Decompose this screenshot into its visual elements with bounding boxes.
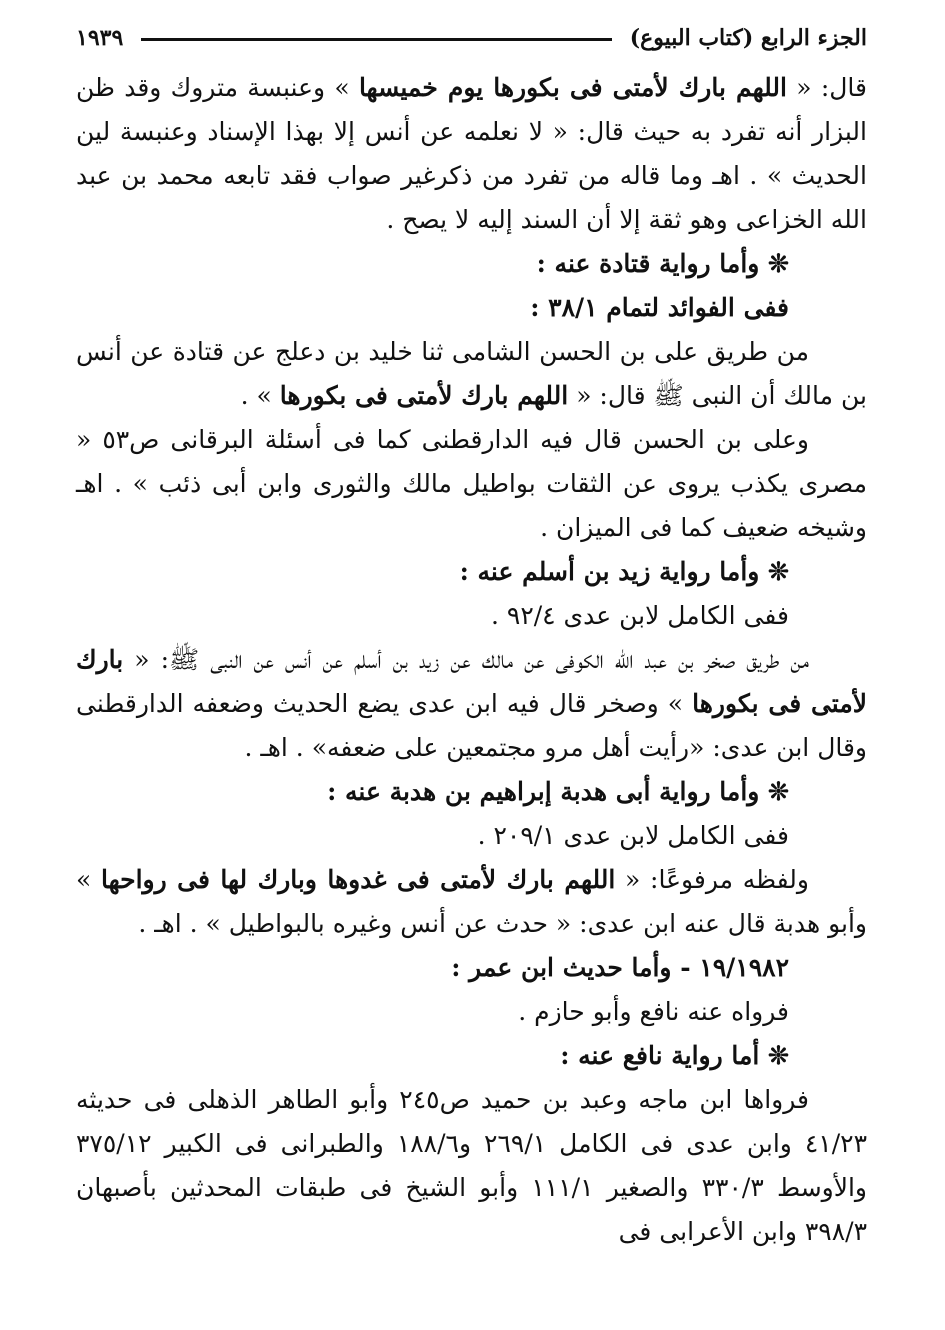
source-line-kamil-zayd: ففى الكامل لابن عدى ٩٢/٤ . bbox=[490, 601, 789, 630]
paragraph-6: فرواها ابن ماجه وعبد بن حميد ص٢٤٥ وأبو الطاهر الذهلى فى حديثه ٤١/٢٣ وابن عدى فى الكامل ٢٦٩/١ و١٨٨/٦ والطبرانى فى الكبير ٣٧٥/١٢ والأوسط ٣٣٠/٣ والصغير ١١١/١ وأبو الشيخ فى طبقات المحدثين بأصبهان ٣٩٨/٣ وابن الأعرابى فى bbox=[76, 1085, 867, 1246]
paragraph-1 bbox=[76, 66, 867, 242]
paragraph-2-start: من طريق على بن الحسن الشامى ثنا خليد بن دعلج عن قتادة عن أنس بن مالك أن النبى ﷺ قال: « bbox=[76, 337, 867, 410]
paragraph-5-end: » وأبو هدبة قال عنه ابن عدى: « حدث عن أنس وغيره بالبواطيل » . اهـ . bbox=[76, 865, 867, 938]
section-heading-abu-hudba: ❊ وأما رواية أبى هدبة إبراهيم بن هدبة عنه : bbox=[327, 777, 789, 806]
paragraph-5 bbox=[76, 858, 867, 946]
paragraph-1-quote: اللهم بارك لأمتى فى بكورها يوم خميسها bbox=[358, 73, 787, 102]
paragraph-5-start: ولفظه مرفوعًا: « bbox=[625, 865, 809, 894]
section-heading-nafi: ❊ أما رواية نافع عنه : bbox=[560, 1041, 789, 1070]
running-header bbox=[76, 20, 867, 56]
paragraph-1-start: قال: « bbox=[796, 73, 868, 102]
paragraph-1-end: » وعنبسة متروك وقد ظن البزار أنه تفرد به حيث قال: « لا نعلمه عن أنس إلا بهذا الإسناد وعنبسة لين الحديث » . اهـ وما قاله من تفرد من ذكرغير صواب فقد تابعه محمد بن عبد الله الخزاعى وهو ثقة إلا أن السند إليه لا يصح . bbox=[76, 73, 867, 234]
paragraph-3: وعلى بن الحسن قال فيه الدارقطنى كما فى أسئلة البرقانى ص٥٣ « مصرى يكذب يروى عن الثقات بواطيل مالك والثورى وابن أبى ذئب » . اهـ وشيخه ضعيف كما فى الميزان . bbox=[76, 425, 867, 542]
page-number: ١٩٣٩ bbox=[76, 25, 124, 51]
paragraph-2-quote: اللهم بارك لأمتى فى بكورها bbox=[279, 381, 569, 410]
section-heading-ibn-umar: ١٩/١٩٨٢ - وأما حديث ابن عمر : bbox=[451, 953, 789, 982]
paragraph-5-quote: اللهم بارك لأمتى فى غدوها وبارك لها فى رواحها bbox=[101, 865, 616, 894]
page-content bbox=[76, 66, 867, 1254]
paragraph-4-start: من طريق صخر بن عبد الله الكوفى عن مالك عن زيد بن أسلم عن أنس عن النبى ﷺ: « bbox=[134, 645, 809, 674]
paragraph-2-end: » . bbox=[240, 381, 272, 410]
source-line-kamil-abu-hudba: ففى الكامل لابن عدى ٢٠٩/١ . bbox=[477, 821, 789, 850]
source-line-ibn-umar: فرواه عنه نافع وأبو حازم . bbox=[518, 997, 789, 1026]
section-heading-qatada: ❊ وأما رواية قتادة عنه : bbox=[536, 249, 789, 278]
source-line-tammam: ففى الفوائد لتمام ٣٨/١ : bbox=[530, 293, 789, 322]
paragraph-4-quote: بارك لأمتى فى بكورها bbox=[76, 645, 867, 718]
paragraph-4 bbox=[76, 638, 867, 770]
header-rule bbox=[141, 38, 611, 41]
section-heading-zayd: ❊ وأما رواية زيد بن أسلم عنه : bbox=[459, 557, 789, 586]
header-title: الجزء الرابع (كتاب البيوع) bbox=[629, 25, 867, 51]
paragraph-4-end: » وصخر قال فيه ابن عدى يضع الحديث وضعفه الدارقطنى وقال ابن عدى: «رأيت أهل مرو مجتمعين على ضعفه» . اهـ . bbox=[76, 689, 867, 762]
paragraph-2 bbox=[76, 330, 867, 418]
